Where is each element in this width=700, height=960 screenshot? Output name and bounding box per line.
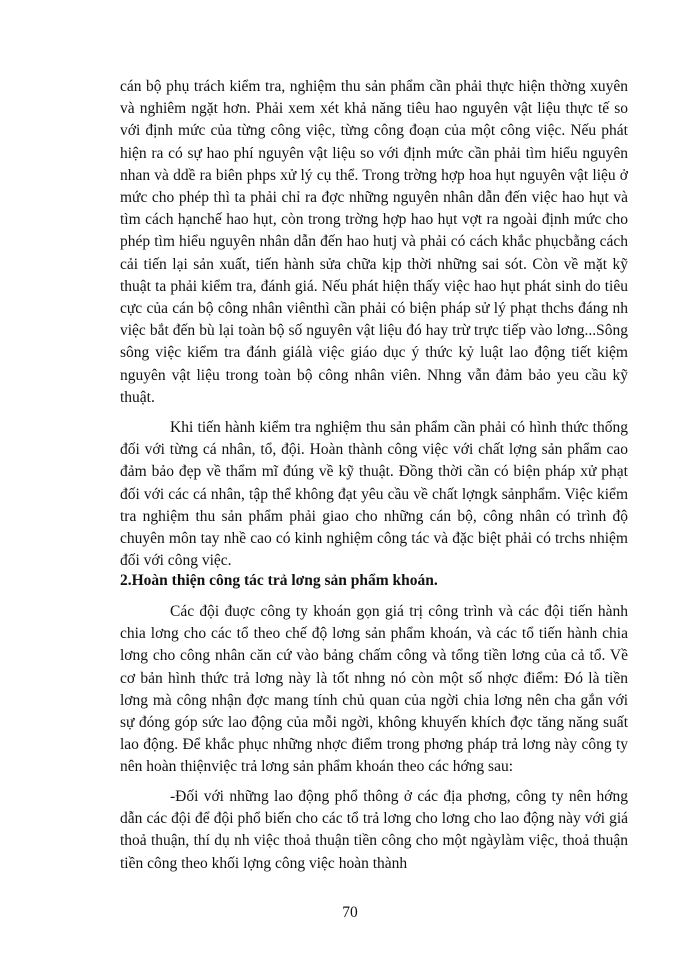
paragraph-4-container [120,786,628,875]
paragraph-1: cán bộ phụ trách kiểm tra, nghiệm thu sản phẩm cần phải thực hiện thờng xuyên và nghiêm ngặt hơn. Phải xem xét khả năng tiêu hao nguyên vật liệu thực tế so với định mức của từng công việc, từng công đoạn của một công việc. Nếu phát hiện ra có sự hao phí nguyên vật liệu so với định mức cần phải tìm hiểu nguyên nhan và ddề ra biên phps xử lý cụ thể. Trong trờng hợp hoa hụt nguyên vật liệu ở mức cho phép thì ta phải chỉ ra đợc những nguyên nhân dẫn đến việc hao hụt và tìm cách hạnchế hao hụt, còn trong trờng hợp hao hụt vợt ra ngoài định mức cho phép tìm hiểu nguyên nhân dẫn đến hao hutj và phải có cách khắc phụcbằng cách cải tiến lại sản xuất, tiến hành sửa chữa kịp thời những sai sót. Còn về mặt kỹ thuật ta phải kiểm tra, đánh giá. Nếu phát hiện thấy việc hao hụt phát sinh do tiêu cực của cán bộ công nhân viênthì cần phải có biện pháp sử lý phạt thchs đáng nh việc bắt đến bù lại toàn bộ số nguyên vật liệu đó hay trừ trực tiếp vào lơng...Sông sông việc kiểm tra đánh giálà việc giáo dục ý thức kỷ luật lao động tiết kiệm nguyên vật liệu trong toàn bộ công nhân viên. Nhng vẫn đảm bảo yeu cầu kỹ thuật. [120,78,628,406]
paragraph-1-container [120,76,628,409]
paragraph-2: Khi tiến hành kiểm tra nghiệm thu sản phẩm cần phải có hình thức thống đối với từng cá nhân, tổ, đội. Hoàn thành công việc với chất lợng sản phẩm cao đảm bảo đẹp về thẩm mĩ đúng về kỹ thuật. Đồng thời cần có biện pháp xử phạt đối với các cá nhân, tập thể không đạt yêu cầu về chất lợngk sảnphẩm. Việc kiểm tra nghiệm thu sản phẩm phải giao cho những cán bộ, công nhân có trình độ chuyên môn tay nhề cao có kinh nghiệm công tác và đặc biệt phải có trchs nhiệm đối với công việc. [120,419,628,570]
paragraph-3: Các đội đuợc công ty khoán gọn giá trị công trình và các đội tiến hành chia lơng cho các tổ theo chế độ lơng sản phẩm khoán, và các tổ tiến hành chia lơng cho công nhân căn cứ vào bảng chấm công và tổng tiền lơng của cả tổ. Về cơ bản hình thức trả lơng này là tốt nhng nó còn một số nhợc điểm: Đó là tiền lơng mà công nhận đợc mang tính chủ quan của ngời chia lơng nên cha gắn với sự đóng góp sức lao động của mỗi ngời, không khuyến khích đợc tăng năng suất lao động. Để khắc phục những nhợc điểm trong phơng pháp trả lơng này công ty nên hoàn thiệnviệc trả lơng sản phẩm khoán theo các hớng sau: [120,603,628,776]
section-heading: 2.Hoàn thiện công tác trả lơng sản phẩm khoán. [120,572,438,589]
paragraph-3-container [120,601,628,779]
paragraph-4: -Đối với những lao động phổ thông ở các địa phơng, công ty nên hớng dẫn các đội để đội phổ biến cho các tổ trả lơng cho lơng cho lao động này với giá thoả thuận, thí dụ nh việc thoả thuận tiền công cho một ngàylàm việc, thoả thuận tiền công theo khối lợng công việc hoàn thành [120,788,628,872]
paragraph-2-container [120,417,628,572]
page-number: 70 [342,904,358,921]
